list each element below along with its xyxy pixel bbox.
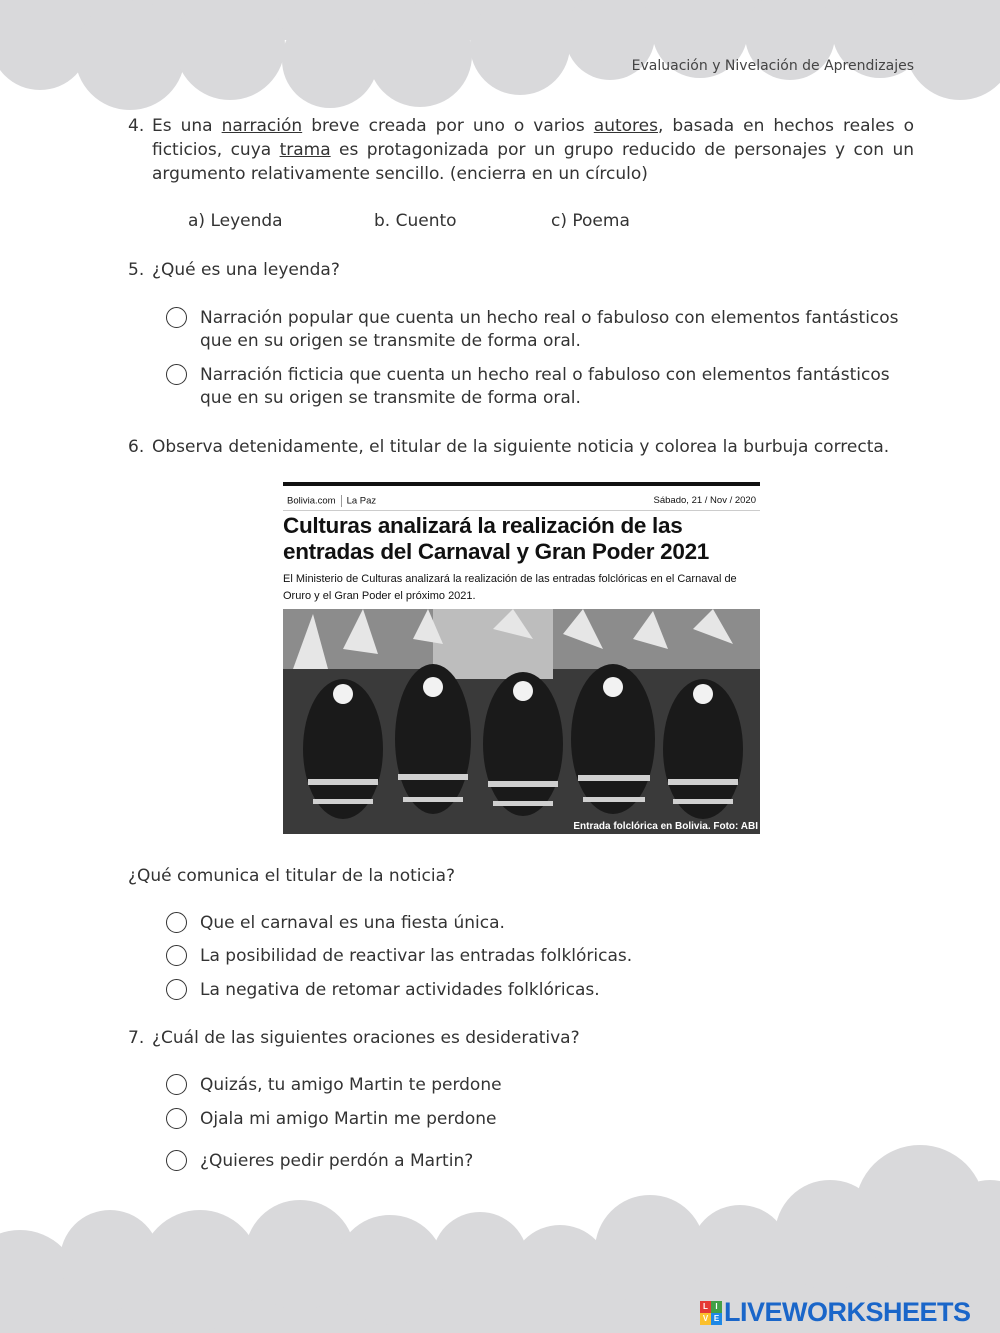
question-6 [0, 435, 1000, 459]
option-text: ¿Quieres pedir perdón a Martin? [200, 1151, 474, 1171]
answer-option[interactable] [166, 307, 914, 355]
badge-letter: E [711, 1313, 722, 1325]
answer-option[interactable] [166, 1150, 914, 1174]
news-date: Sábado, 21 / Nov / 2020 [653, 495, 756, 506]
question-7 [0, 1026, 1000, 1050]
text-segment: Es una [152, 116, 222, 136]
radio-bubble[interactable] [166, 979, 187, 1000]
question-number: 7. [128, 1028, 145, 1048]
news-lead: El Ministerio de Culturas analizará la realización de las entradas folclóricas en el Carnaval de Oruro y el Gran Poder el próximo 2021. [283, 573, 737, 602]
option-text: Narración popular que cuenta un hecho real o fabuloso con elementos fantásticos que en su origen se transmite de forma oral. [200, 308, 899, 351]
radio-bubble[interactable] [166, 307, 187, 328]
radio-bubble[interactable] [166, 945, 187, 966]
text-segment: es protagonizada por un grupo reducido de personajes y con un argumento relativamente sencillo. (encierra en un círculo) [152, 140, 914, 184]
option-text: Narración ficticia que cuenta un hecho real o fabuloso con elementos fantásticos que en su origen se transmite de forma oral. [200, 365, 890, 408]
photo-caption: Entrada folclórica en Bolivia. Foto: ABI [573, 821, 758, 832]
radio-bubble[interactable] [166, 364, 187, 385]
question-5 [0, 258, 1000, 282]
news-top-bar [283, 482, 760, 486]
question-text: ¿Cuál de las siguientes oraciones es desiderativa? [152, 1028, 580, 1048]
badge-letter: L [700, 1301, 711, 1313]
answer-option[interactable]: c) Poema [551, 211, 630, 231]
news-clipping [283, 482, 760, 834]
text-segment: , basada en hechos reales o ficticios, cuya [152, 116, 914, 160]
subquestion-text: ¿Qué comunica el titular de la noticia? [128, 866, 456, 886]
option-text: Quizás, tu amigo Martin te perdone [200, 1075, 502, 1095]
news-photo [283, 609, 760, 834]
question-number: 6. [128, 437, 145, 457]
badge-letter: I [711, 1301, 722, 1313]
underlined-word: narración [221, 116, 303, 136]
logo-text: LIVEWORKSHEETS [724, 1297, 971, 1327]
answer-option[interactable] [166, 945, 914, 969]
question-number: 5. [128, 260, 145, 280]
radio-bubble[interactable] [166, 1150, 187, 1171]
news-section: La Paz [346, 495, 377, 507]
carnival-dancers-image [283, 609, 760, 834]
question-4 [0, 114, 1000, 194]
radio-bubble[interactable] [166, 1108, 187, 1129]
radio-bubble[interactable] [166, 1074, 187, 1095]
answer-option[interactable]: b. Cuento [374, 211, 457, 231]
option-text: Que el carnaval es una fiesta única. [200, 913, 505, 933]
question-number: 4. [128, 116, 145, 136]
subquestion [128, 864, 928, 888]
option-text: Ojala mi amigo Martin me perdone [200, 1109, 497, 1129]
news-meta [287, 495, 376, 507]
option-text: La posibilidad de reactivar las entradas folklóricas. [200, 946, 633, 966]
radio-bubble[interactable] [166, 912, 187, 933]
text-segment: breve creada por uno o varios [302, 116, 594, 136]
news-site: Bolivia.com [287, 495, 336, 507]
answer-option[interactable] [166, 364, 914, 412]
badge-letter: V [700, 1313, 711, 1325]
page-header-title: Evaluación y Nivelación de Aprendizajes [631, 58, 914, 74]
answer-option[interactable] [166, 1074, 914, 1098]
question-text: ¿Qué es una leyenda? [152, 260, 340, 280]
news-headline: Culturas analizará la realización de las entradas del Carnaval y Gran Poder 2021 [283, 513, 710, 564]
option-text: La negativa de retomar actividades folklóricas. [200, 980, 600, 1000]
question-text [152, 114, 914, 186]
answer-option[interactable] [166, 912, 914, 936]
underlined-word: trama [279, 140, 331, 160]
underlined-word: autores [593, 116, 658, 136]
logo-badge-icon [700, 1301, 722, 1325]
question-text: Observa detenidamente, el titular de la siguiente noticia y colorea la burbuja correcta. [152, 437, 890, 457]
answer-option[interactable] [166, 1108, 914, 1132]
divider [283, 510, 760, 511]
answer-option[interactable]: a) Leyenda [188, 211, 283, 231]
answer-option[interactable] [166, 979, 914, 1003]
